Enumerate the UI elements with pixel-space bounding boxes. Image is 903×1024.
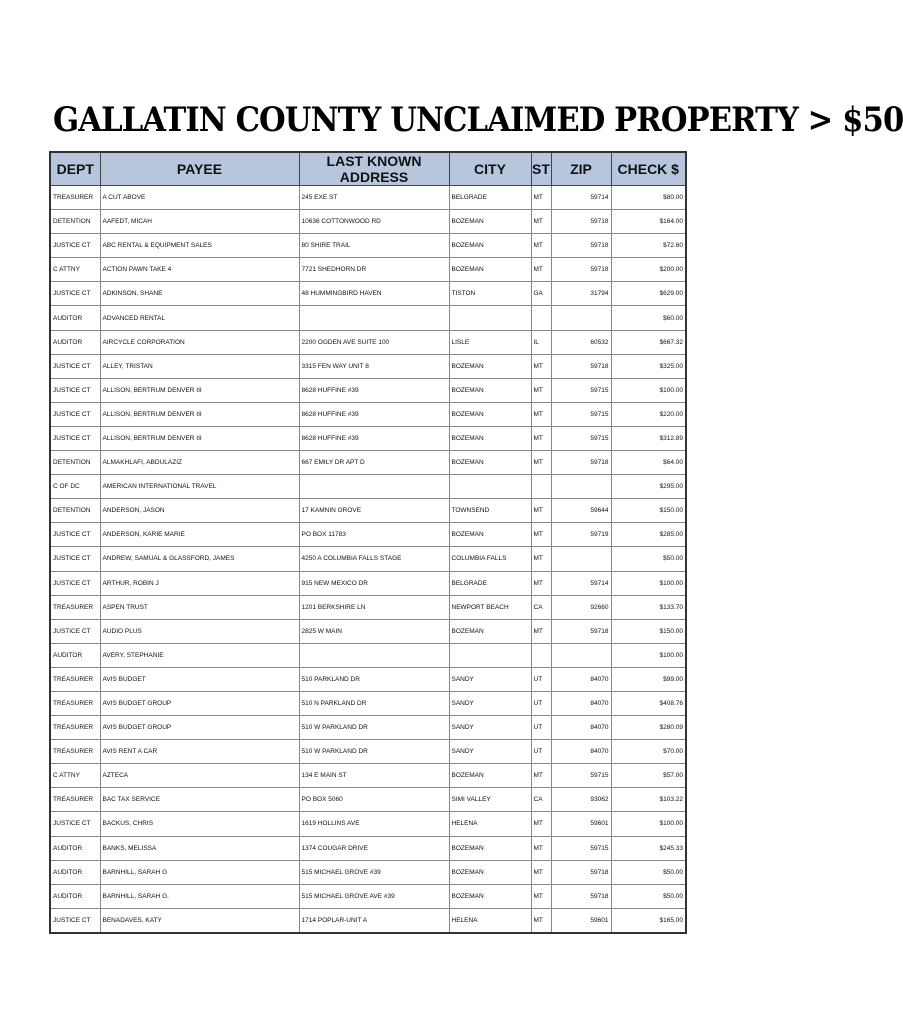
dept-cell: AUDITOR bbox=[50, 860, 100, 884]
address-cell: 48 HUMMINGBIRD HAVEN bbox=[299, 282, 449, 306]
city-cell: SANDY bbox=[449, 691, 531, 715]
table-row bbox=[50, 306, 686, 330]
payee-cell: AUDIO PLUS bbox=[100, 619, 299, 643]
payee-cell: AVIS BUDGET GROUP bbox=[100, 716, 299, 740]
dept-cell: TREASURER bbox=[50, 691, 100, 715]
city-cell: TOWNSEND bbox=[449, 499, 531, 523]
address-cell: 915 NEW MEXICO DR bbox=[299, 571, 449, 595]
payee-cell: AVIS BUDGET bbox=[100, 667, 299, 691]
payee-cell: ALLISON, BERTRUM DENVER III bbox=[100, 426, 299, 450]
dept-cell: JUSTICE CT bbox=[50, 378, 100, 402]
state-cell: MT bbox=[531, 908, 551, 933]
table-row bbox=[50, 354, 686, 378]
zip-cell: 59714 bbox=[551, 186, 611, 210]
city-cell: BOZEMAN bbox=[449, 884, 531, 908]
payee-cell: AVERY, STEPHANIE bbox=[100, 643, 299, 667]
state-cell: MT bbox=[531, 571, 551, 595]
address-cell: 510 W PARKLAND DR bbox=[299, 740, 449, 764]
payee-cell: BAC TAX SERVICE bbox=[100, 788, 299, 812]
check-amount-cell: $50.00 bbox=[611, 884, 686, 908]
zip-cell: 59718 bbox=[551, 451, 611, 475]
payee-cell: ACTION PAWN TAKE 4 bbox=[100, 258, 299, 282]
payee-cell: BENADAVES, KATY bbox=[100, 908, 299, 933]
payee-cell: A CUT ABOVE bbox=[100, 186, 299, 210]
check-amount-cell: $245.33 bbox=[611, 836, 686, 860]
city-cell: HELENA bbox=[449, 812, 531, 836]
table-row bbox=[50, 402, 686, 426]
col-header-check-amount: CHECK $ bbox=[611, 152, 686, 186]
address-cell: 7721 SHEDHORN DR bbox=[299, 258, 449, 282]
city-cell: SANDY bbox=[449, 667, 531, 691]
check-amount-cell: $80.00 bbox=[611, 186, 686, 210]
city-cell: NEWPORT BEACH bbox=[449, 595, 531, 619]
state-cell: MT bbox=[531, 836, 551, 860]
zip-cell bbox=[551, 547, 611, 571]
state-cell: GA bbox=[531, 282, 551, 306]
zip-cell: 59718 bbox=[551, 210, 611, 234]
zip-cell: 59718 bbox=[551, 258, 611, 282]
table-row bbox=[50, 499, 686, 523]
city-cell: COLUMBIA FALLS bbox=[449, 547, 531, 571]
dept-cell: JUSTICE CT bbox=[50, 812, 100, 836]
check-amount-cell: $103.22 bbox=[611, 788, 686, 812]
dept-cell: AUDITOR bbox=[50, 884, 100, 908]
zip-cell: 60532 bbox=[551, 330, 611, 354]
check-amount-cell: $100.00 bbox=[611, 571, 686, 595]
payee-cell: ALLEY, TRISTAN bbox=[100, 354, 299, 378]
table-row bbox=[50, 571, 686, 595]
address-cell: 1374 COUGAR DRIVE bbox=[299, 836, 449, 860]
state-cell bbox=[531, 475, 551, 499]
col-header-payee: PAYEE bbox=[100, 152, 299, 186]
payee-cell: ALLISON, BERTRUM DENVER III bbox=[100, 378, 299, 402]
header-row bbox=[50, 152, 686, 186]
dept-cell: C OF DC bbox=[50, 475, 100, 499]
dept-cell: AUDITOR bbox=[50, 643, 100, 667]
table-row bbox=[50, 378, 686, 402]
zip-cell: 59718 bbox=[551, 619, 611, 643]
table-row bbox=[50, 740, 686, 764]
dept-cell: TREASURER bbox=[50, 788, 100, 812]
payee-cell: ANDREW, SAMUAL & GLASSFORD, JAMES bbox=[100, 547, 299, 571]
zip-cell: 84070 bbox=[551, 667, 611, 691]
dept-cell: JUSTICE CT bbox=[50, 523, 100, 547]
city-cell bbox=[449, 643, 531, 667]
state-cell: CA bbox=[531, 788, 551, 812]
table-row bbox=[50, 884, 686, 908]
payee-cell: AAFEDT, MICAH bbox=[100, 210, 299, 234]
check-amount-cell: $100.00 bbox=[611, 643, 686, 667]
table-row bbox=[50, 258, 686, 282]
zip-cell: 59719 bbox=[551, 523, 611, 547]
check-amount-cell: $50.00 bbox=[611, 860, 686, 884]
city-cell: BELGRADE bbox=[449, 186, 531, 210]
unclaimed-property-table bbox=[49, 151, 687, 934]
city-cell: BOZEMAN bbox=[449, 258, 531, 282]
state-cell: MT bbox=[531, 210, 551, 234]
payee-cell: AVIS BUDGET GROUP bbox=[100, 691, 299, 715]
payee-cell: ANDERSON, JASON bbox=[100, 499, 299, 523]
payee-cell: BARNHILL, SARAH G. bbox=[100, 884, 299, 908]
city-cell: BOZEMAN bbox=[449, 523, 531, 547]
dept-cell: TREASURER bbox=[50, 667, 100, 691]
dept-cell: AUDITOR bbox=[50, 836, 100, 860]
dept-cell: JUSTICE CT bbox=[50, 547, 100, 571]
state-cell: MT bbox=[531, 547, 551, 571]
payee-cell: ALMAKHLAFI, ABDULAZIZ bbox=[100, 451, 299, 475]
dept-cell: DETENTION bbox=[50, 210, 100, 234]
table-row bbox=[50, 812, 686, 836]
address-cell: 8628 HUFFINE #39 bbox=[299, 426, 449, 450]
address-cell: 515 MICHAEL GROVE #39 bbox=[299, 860, 449, 884]
dept-cell: DETENTION bbox=[50, 451, 100, 475]
table-row bbox=[50, 426, 686, 450]
table-row bbox=[50, 210, 686, 234]
state-cell bbox=[531, 306, 551, 330]
dept-cell: JUSTICE CT bbox=[50, 282, 100, 306]
address-cell bbox=[299, 306, 449, 330]
check-amount-cell: $285.00 bbox=[611, 523, 686, 547]
check-amount-cell: $312.89 bbox=[611, 426, 686, 450]
table-row bbox=[50, 619, 686, 643]
check-amount-cell: $164.00 bbox=[611, 210, 686, 234]
table-row bbox=[50, 788, 686, 812]
page-title: GALLATIN COUNTY UNCLAIMED PROPERTY > $50 bbox=[53, 100, 903, 140]
state-cell: UT bbox=[531, 667, 551, 691]
dept-cell: JUSTICE CT bbox=[50, 619, 100, 643]
payee-cell: ADVANCED RENTAL bbox=[100, 306, 299, 330]
zip-cell: 59718 bbox=[551, 354, 611, 378]
payee-cell: AVIS RENT A CAR bbox=[100, 740, 299, 764]
state-cell: MT bbox=[531, 258, 551, 282]
state-cell: MT bbox=[531, 619, 551, 643]
dept-cell: AUDITOR bbox=[50, 306, 100, 330]
city-cell: SANDY bbox=[449, 740, 531, 764]
city-cell bbox=[449, 306, 531, 330]
table-row bbox=[50, 908, 686, 933]
state-cell: MT bbox=[531, 451, 551, 475]
address-cell: 510 W PARKLAND DR bbox=[299, 716, 449, 740]
city-cell: BOZEMAN bbox=[449, 354, 531, 378]
check-amount-cell: $60.00 bbox=[611, 306, 686, 330]
address-cell bbox=[299, 475, 449, 499]
payee-cell: ALLISON, BERTRUM DENVER III bbox=[100, 402, 299, 426]
address-cell: 134 E MAIN ST bbox=[299, 764, 449, 788]
check-amount-cell: $50.00 bbox=[611, 547, 686, 571]
check-amount-cell: $99.00 bbox=[611, 667, 686, 691]
address-cell: 8628 HUFFINE #39 bbox=[299, 402, 449, 426]
table-row bbox=[50, 451, 686, 475]
state-cell: CA bbox=[531, 595, 551, 619]
state-cell: IL bbox=[531, 330, 551, 354]
payee-cell: ARTHUR, ROBIN J bbox=[100, 571, 299, 595]
state-cell: MT bbox=[531, 186, 551, 210]
check-amount-cell: $165.00 bbox=[611, 908, 686, 933]
table-row bbox=[50, 475, 686, 499]
state-cell: MT bbox=[531, 523, 551, 547]
table-row bbox=[50, 595, 686, 619]
dept-cell: JUSTICE CT bbox=[50, 571, 100, 595]
payee-cell: BACKUS, CHRIS bbox=[100, 812, 299, 836]
payee-cell: BANKS, MELISSA bbox=[100, 836, 299, 860]
address-cell: PO BOX 5060 bbox=[299, 788, 449, 812]
check-amount-cell: $70.00 bbox=[611, 740, 686, 764]
zip-cell: 59715 bbox=[551, 764, 611, 788]
zip-cell: 92660 bbox=[551, 595, 611, 619]
check-amount-cell: $150.00 bbox=[611, 499, 686, 523]
address-cell: 3315 FEN WAY UNIT 8 bbox=[299, 354, 449, 378]
payee-cell: AIRCYCLE CORPORATION bbox=[100, 330, 299, 354]
zip-cell bbox=[551, 643, 611, 667]
address-cell: 515 MICHAEL GROVE AVE #39 bbox=[299, 884, 449, 908]
state-cell: MT bbox=[531, 402, 551, 426]
address-cell: 510 N PARKLAND DR bbox=[299, 691, 449, 715]
state-cell: MT bbox=[531, 378, 551, 402]
state-cell: MT bbox=[531, 426, 551, 450]
city-cell: BOZEMAN bbox=[449, 234, 531, 258]
address-cell: 80 SHIRE TRAIL bbox=[299, 234, 449, 258]
state-cell: MT bbox=[531, 860, 551, 884]
table-row bbox=[50, 764, 686, 788]
city-cell: SIMI VALLEY bbox=[449, 788, 531, 812]
city-cell: BOZEMAN bbox=[449, 451, 531, 475]
table-row bbox=[50, 282, 686, 306]
zip-cell: 59715 bbox=[551, 836, 611, 860]
zip-cell: 84070 bbox=[551, 691, 611, 715]
col-header-address: LAST KNOWN ADDRESS bbox=[299, 152, 449, 186]
city-cell: BOZEMAN bbox=[449, 836, 531, 860]
payee-cell: ANDERSON, KARIE MARIE bbox=[100, 523, 299, 547]
zip-cell: 59718 bbox=[551, 860, 611, 884]
zip-cell: 59715 bbox=[551, 426, 611, 450]
address-cell bbox=[299, 643, 449, 667]
payee-cell: ADKINSON, SHANE bbox=[100, 282, 299, 306]
dept-cell: TREASURER bbox=[50, 716, 100, 740]
state-cell: MT bbox=[531, 499, 551, 523]
address-cell: 245 EXE ST bbox=[299, 186, 449, 210]
dept-cell: DETENTION bbox=[50, 499, 100, 523]
city-cell: BOZEMAN bbox=[449, 860, 531, 884]
table-row bbox=[50, 667, 686, 691]
check-amount-cell: $295.00 bbox=[611, 475, 686, 499]
table-row bbox=[50, 234, 686, 258]
zip-cell: 59718 bbox=[551, 884, 611, 908]
dept-cell: AUDITOR bbox=[50, 330, 100, 354]
payee-cell: AZTECA bbox=[100, 764, 299, 788]
check-amount-cell: $72.60 bbox=[611, 234, 686, 258]
dept-cell: C ATTNY bbox=[50, 258, 100, 282]
zip-cell: 59715 bbox=[551, 402, 611, 426]
city-cell: TISTON bbox=[449, 282, 531, 306]
dept-cell: JUSTICE CT bbox=[50, 354, 100, 378]
state-cell: MT bbox=[531, 764, 551, 788]
city-cell: BOZEMAN bbox=[449, 378, 531, 402]
zip-cell: 84070 bbox=[551, 716, 611, 740]
zip-cell bbox=[551, 475, 611, 499]
check-amount-cell: $64.00 bbox=[611, 451, 686, 475]
zip-cell: 59715 bbox=[551, 378, 611, 402]
check-amount-cell: $150.00 bbox=[611, 619, 686, 643]
table-row bbox=[50, 547, 686, 571]
col-header-zip: ZIP bbox=[551, 152, 611, 186]
table-row bbox=[50, 523, 686, 547]
check-amount-cell: $100.00 bbox=[611, 378, 686, 402]
city-cell: BOZEMAN bbox=[449, 764, 531, 788]
state-cell: MT bbox=[531, 354, 551, 378]
address-cell: 1714 POPLAR-UNIT A bbox=[299, 908, 449, 933]
address-cell: 4250 A COLUMBIA FALLS STAGE bbox=[299, 547, 449, 571]
city-cell: SANDY bbox=[449, 716, 531, 740]
state-cell: MT bbox=[531, 884, 551, 908]
payee-cell: ABC RENTAL & EQUIPMENT SALES bbox=[100, 234, 299, 258]
state-cell bbox=[531, 643, 551, 667]
dept-cell: C ATTNY bbox=[50, 764, 100, 788]
zip-cell: 59601 bbox=[551, 812, 611, 836]
city-cell: HELENA bbox=[449, 908, 531, 933]
dept-cell: JUSTICE CT bbox=[50, 402, 100, 426]
payee-cell: ASPEN TRUST bbox=[100, 595, 299, 619]
city-cell: BOZEMAN bbox=[449, 210, 531, 234]
city-cell: BOZEMAN bbox=[449, 619, 531, 643]
address-cell: 1619 HOLLINS AVE bbox=[299, 812, 449, 836]
table-row bbox=[50, 716, 686, 740]
zip-cell bbox=[551, 306, 611, 330]
state-cell: MT bbox=[531, 234, 551, 258]
dept-cell: JUSTICE CT bbox=[50, 426, 100, 450]
address-cell: PO BOX 11783 bbox=[299, 523, 449, 547]
city-cell: BOZEMAN bbox=[449, 426, 531, 450]
table-row bbox=[50, 643, 686, 667]
city-cell bbox=[449, 475, 531, 499]
address-cell: 2825 W MAIN bbox=[299, 619, 449, 643]
zip-cell: 59644 bbox=[551, 499, 611, 523]
payee-cell: BARNHILL, SARAH G bbox=[100, 860, 299, 884]
check-amount-cell: $220.00 bbox=[611, 402, 686, 426]
state-cell: UT bbox=[531, 691, 551, 715]
address-cell: 2200 OGDEN AVE SUITE 100 bbox=[299, 330, 449, 354]
zip-cell: 59714 bbox=[551, 571, 611, 595]
col-header-dept: DEPT bbox=[50, 152, 100, 186]
state-cell: UT bbox=[531, 716, 551, 740]
check-amount-cell: $133.70 bbox=[611, 595, 686, 619]
zip-cell: 31794 bbox=[551, 282, 611, 306]
table-row bbox=[50, 860, 686, 884]
zip-cell: 84070 bbox=[551, 740, 611, 764]
check-amount-cell: $57.00 bbox=[611, 764, 686, 788]
address-cell: 667 EMILY DR APT D bbox=[299, 451, 449, 475]
table-row bbox=[50, 330, 686, 354]
dept-cell: JUSTICE CT bbox=[50, 908, 100, 933]
table-row bbox=[50, 836, 686, 860]
city-cell: LISLE bbox=[449, 330, 531, 354]
dept-cell: JUSTICE CT bbox=[50, 234, 100, 258]
col-header-state: ST bbox=[531, 152, 551, 186]
address-cell: 1201 BERKSHIRE LN bbox=[299, 595, 449, 619]
table-row bbox=[50, 691, 686, 715]
city-cell: BELGRADE bbox=[449, 571, 531, 595]
address-cell: 8628 HUFFINE #39 bbox=[299, 378, 449, 402]
address-cell: 510 PARKLAND DR bbox=[299, 667, 449, 691]
address-cell: 17 KAMNIN GROVE bbox=[299, 499, 449, 523]
check-amount-cell: $325.00 bbox=[611, 354, 686, 378]
zip-cell: 93062 bbox=[551, 788, 611, 812]
check-amount-cell: $667.32 bbox=[611, 330, 686, 354]
check-amount-cell: $200.00 bbox=[611, 258, 686, 282]
state-cell: MT bbox=[531, 812, 551, 836]
dept-cell: TREASURER bbox=[50, 186, 100, 210]
check-amount-cell: $100.00 bbox=[611, 812, 686, 836]
dept-cell: TREASURER bbox=[50, 740, 100, 764]
check-amount-cell: $280.09 bbox=[611, 716, 686, 740]
zip-cell: 59718 bbox=[551, 234, 611, 258]
zip-cell: 59601 bbox=[551, 908, 611, 933]
dept-cell: TREASURER bbox=[50, 595, 100, 619]
payee-cell: AMERICAN INTERNATIONAL TRAVEL bbox=[100, 475, 299, 499]
check-amount-cell: $408.76 bbox=[611, 691, 686, 715]
col-header-city: CITY bbox=[449, 152, 531, 186]
state-cell: UT bbox=[531, 740, 551, 764]
table-row bbox=[50, 186, 686, 210]
city-cell: BOZEMAN bbox=[449, 402, 531, 426]
address-cell: 10636 COTTONWOOD RD bbox=[299, 210, 449, 234]
check-amount-cell: $629.00 bbox=[611, 282, 686, 306]
